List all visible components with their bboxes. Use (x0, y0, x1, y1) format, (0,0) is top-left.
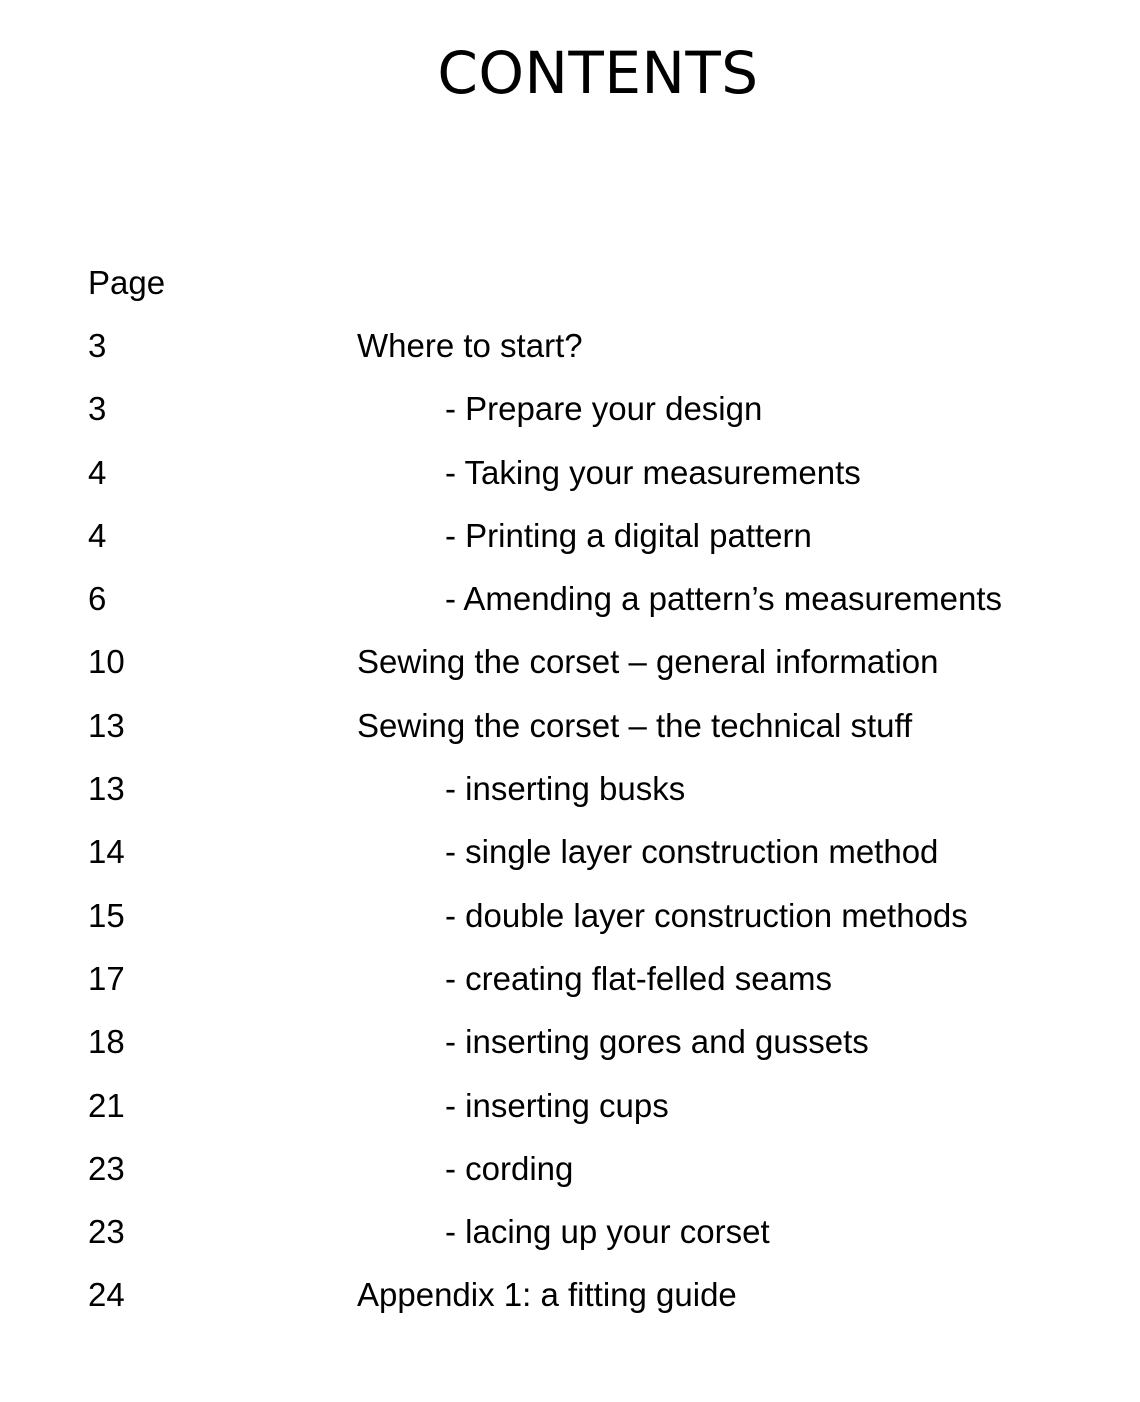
toc-subentry-title: - single layer construction method (445, 833, 939, 871)
toc-entry-title: Sewing the corset – the technical stuff (357, 706, 913, 744)
toc-entry (0, 642, 1140, 705)
toc-entry-page-number: 24 (88, 1276, 125, 1314)
toc-entry-title: Appendix 1: a fitting guide (357, 1276, 737, 1314)
toc-subentry-title: - inserting gores and gussets (445, 1023, 869, 1061)
toc-entry (0, 1086, 1140, 1149)
toc-entry-page-number: 3 (88, 390, 107, 428)
toc-entry-page-number: 18 (88, 1023, 125, 1061)
toc-entry (0, 959, 1140, 1022)
toc-subentry-title: - creating flat-felled seams (445, 959, 832, 997)
page-column-header: Page (88, 264, 166, 301)
toc-entry-page-number: 21 (88, 1086, 125, 1124)
toc-subentry-title: - cording (445, 1149, 574, 1187)
toc-entry (0, 453, 1140, 516)
toc-subentry-title: - inserting busks (445, 770, 686, 808)
toc-entry-page-number: 13 (88, 706, 125, 744)
toc-entry-page-number: 17 (88, 959, 125, 997)
toc-entry-page-number: 14 (88, 833, 125, 871)
toc-subentry-title: - double layer construction methods (445, 896, 968, 934)
toc-entry-page-number: 23 (88, 1213, 125, 1251)
toc-entry (0, 896, 1140, 959)
toc-entry-page-number: 4 (88, 453, 107, 491)
toc-subentry-title: - inserting cups (445, 1086, 669, 1124)
toc-entry-page-number: 4 (88, 516, 107, 554)
page-title: CONTENTS (437, 39, 759, 107)
toc-entry-page-number: 6 (88, 580, 107, 618)
toc-entry-title: Where to start? (357, 327, 583, 364)
toc-entry (0, 832, 1140, 895)
toc-entry (0, 326, 1140, 389)
toc-subentry-title: - lacing up your corset (445, 1213, 770, 1251)
toc-entry (0, 1022, 1140, 1085)
toc-entry (0, 1212, 1140, 1275)
toc-subentry-title: - Printing a digital pattern (445, 516, 812, 554)
toc-entry-page-number: 3 (88, 327, 107, 364)
toc-entry-page-number: 10 (88, 643, 125, 681)
toc-entry (0, 1149, 1140, 1212)
toc-entry (0, 516, 1140, 579)
toc-subentry-title: - Amending a pattern’s measurements (445, 580, 1003, 618)
table-of-contents (0, 326, 1140, 1339)
toc-entry (0, 579, 1140, 642)
toc-entry (0, 769, 1140, 832)
toc-entry-title: Sewing the corset – general information (357, 643, 939, 681)
toc-subentry-title: - Prepare your design (445, 390, 763, 428)
toc-entry-page-number: 23 (88, 1149, 125, 1187)
toc-entry-page-number: 15 (88, 896, 125, 934)
toc-subentry-title: - Taking your measurements (445, 453, 861, 491)
toc-entry (0, 1275, 1140, 1338)
toc-entry (0, 706, 1140, 769)
toc-entry (0, 389, 1140, 452)
toc-entry-page-number: 13 (88, 770, 125, 808)
